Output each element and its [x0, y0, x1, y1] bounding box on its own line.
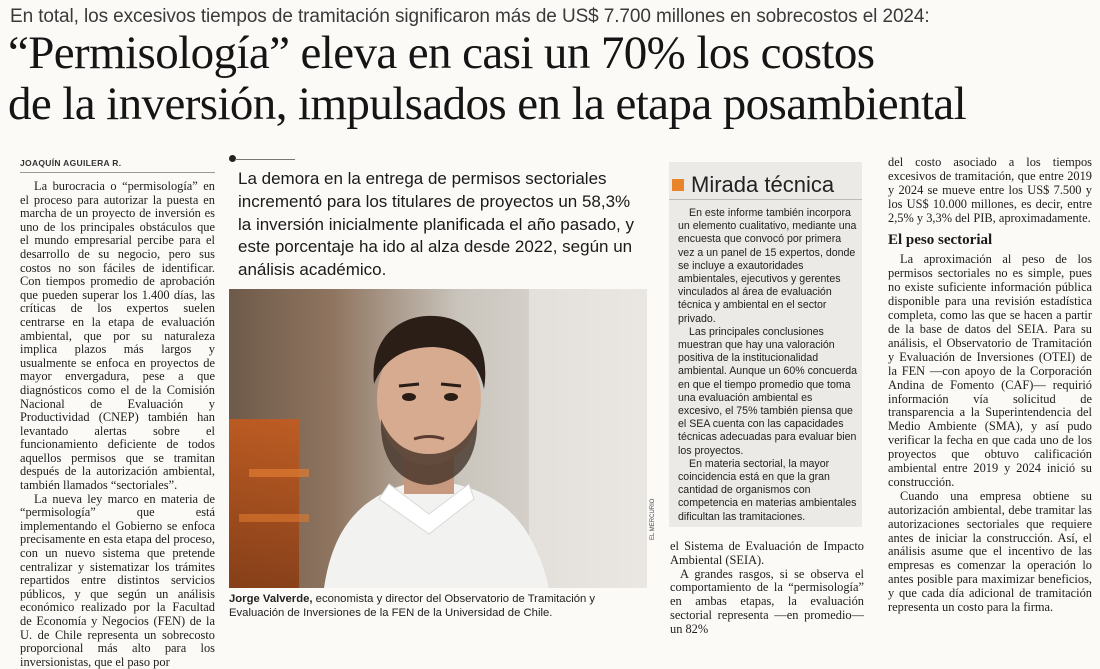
column-1-paragraph: La nueva ley marco en materia de “permisología” que está implementando el Gobierno se enfoca precisamente en esta etapa del proceso, con un nuevo sistema que pretende centralizar y sistematizar los trámites repartidos entre distintos servicios públicos, y que según un análisis económico realizado por la Facultad de Economía y Negocios (FEN) de la U. de Chile representa un sobrecosto proporcional más alto para los inversionistas, que el paso por [20, 491, 215, 669]
byline: JOAQUÍN AGUILERA R. [20, 158, 122, 168]
kicker: En total, los excesivos tiempos de tramitación significaron más de US$ 7.700 millones en sobrecostos el 2024: [10, 6, 930, 27]
caption-text: economista y director del Observatorio de Tramitación y Evaluación de Inversiones de la FEN de la Universidad de Chile. [229, 593, 596, 619]
lead-divider [235, 159, 295, 160]
column-3-bottom [670, 540, 864, 637]
subheading: El peso sectorial [888, 231, 993, 248]
sidebar-paragraph: En este informe también incorpora un elemento cualitativo, mediante una encuesta que convocó por primera vez a un panel de 15 expertos, donde se incluye a exautoridades ambientales, ejecutivos y gerentes vinculados al área de evaluación técnica y ambiental en el sector privado. [678, 207, 857, 325]
photo-credit: EL MERCURIO [650, 498, 656, 540]
portrait-photo [229, 289, 647, 588]
sidebar-paragraph: Las principales conclusiones muestran que hay una valoración positiva de la institucionalidad ambiental. Aunque un 60% concuerda en que el tiempo promedio que toma una evaluación ambiental es excesivo, el 75% también piensa que el SEA cuenta con las capacidades técnicas adecuadas para evaluar bien los proyectos. [678, 325, 858, 457]
column-1 [20, 180, 215, 669]
headline-line-2: de la inversión, impulsados en la etapa posambiental [8, 78, 967, 130]
orange-square-icon [672, 179, 684, 191]
column-4-paragraph: La aproximación al peso de los permisos sectoriales no es simple, pues no existe suficiente información pública disponible para una revisión estadística completa, como las que se hacen a partir de la base de datos del SEIA. Para su análisis, el Observatorio de Tramitación y Evaluación de Inversiones (OTEI) de la FEN —con apoyo de la Corporación Andina de Fomento (CAF)— requirió información vía solicitud de transparencia a la Superintendencia del Medio Ambiente (SMA), y así pudo verificar la fecha en que cada uno de los proyectos que obtuvo calificación ambiental entre 2019 y 2024 inició su construcción. [888, 252, 1092, 489]
sidebar-body [678, 207, 858, 524]
column-1-paragraph: La burocracia o “permisología” en el proceso para autorizar la puesta en marcha de un proyecto de inversión es uno de los principales obstáculos que el mundo empresarial percibe para el desarrollo de su negocio, pero sus costos no son fáciles de identificar. Con tiempos promedio de aprobación que pueden superar los 1.400 días, las críticas de los expertos suelen centrarse en la etapa de evaluación ambiental, que por su naturaleza implica plazos más largos y usualmente se enfoca en proyectos de mayor envergadura, pese a que diagnósticos como el de la Comisión Nacional de Evaluación y Productividad (CNEP) también han levantado alertas sobre el funcionamiento deficiente de todos aquellos permisos que se tramitan después de la autorización ambiental, también llamados “sectoriales”. [20, 179, 215, 493]
column-3-paragraph: A grandes rasgos, si se observa el comportamiento de la “permisología” en ambas etapas, la evaluación sectorial representa —en promedio— un 82% [670, 566, 864, 636]
column-4 [888, 156, 1092, 615]
headline-line-1: “Permisología” eleva en casi un 70% los costos [8, 27, 875, 79]
sidebar-title [672, 172, 862, 198]
sidebar-paragraph: En materia sectorial, la mayor coincidencia está en que la gran cantidad de organismos con competencia en materias ambientales dificultan las tramitaciones. [678, 457, 857, 523]
byline-divider [20, 172, 215, 173]
lead-paragraph: La demora en la entrega de permisos sectoriales incrementó para los titulares de proyectos un 58,3% la inversión inicialmente planificada el año pasado, y este porcentaje ha ido al alza desde 2022, según un análisis académico. [238, 169, 634, 280]
column-3-paragraph: el Sistema de Evaluación de Impacto Ambiental (SEIA). [670, 539, 864, 567]
headline [8, 28, 1098, 130]
caption-name: Jorge Valverde, [229, 593, 313, 605]
sidebar-title-text: Mirada técnica [691, 172, 835, 197]
photo-caption [229, 592, 649, 620]
column-4-paragraph: Cuando una empresa obtiene su autorización ambiental, debe tramitar las autorizaciones sectoriales que requiere antes de iniciar la construcción. Así, el análisis asume que el incentivo de las empresas es comenzar la operación lo antes posible para maximizar beneficios, y que cada día adicional de tramitación representa un costo para la firma. [888, 488, 1092, 615]
sidebar-divider [669, 199, 862, 200]
column-4-intro: del costo asociado a los tiempos excesivos de tramitación, que entre 2019 y 2024 se mueve entre los US$ 7.500 y los US$ 10.000 millones, es decir, entre 2,5% y 3,3% del PIB, aproximadamente. [888, 155, 1092, 225]
